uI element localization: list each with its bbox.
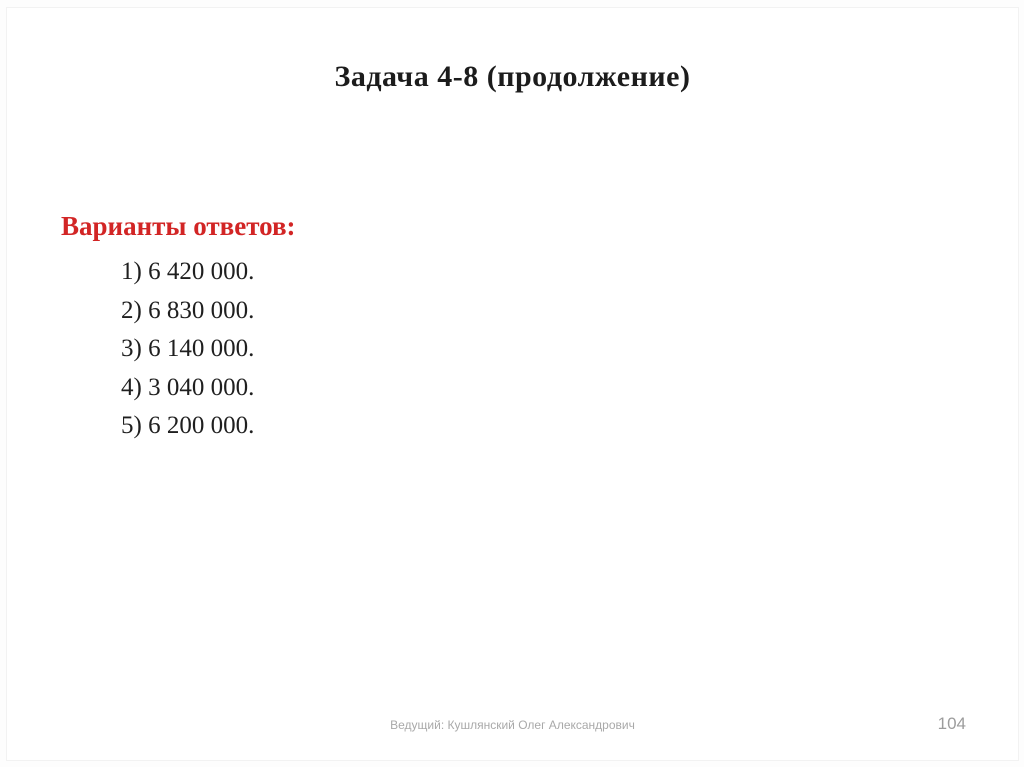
answer-option-1: 1) 6 420 000. (121, 258, 255, 285)
slide-title: Задача 4-8 (продолжение) (334, 60, 691, 93)
answers-heading: Варианты ответов: (61, 211, 296, 241)
slide-page-number: 104 (937, 714, 966, 733)
slide-footer (7, 714, 1018, 734)
presenter-credit: Ведущий: Кушлянский Олег Александрович (390, 718, 635, 732)
answers-list (121, 253, 254, 446)
answer-option-5: 5) 6 200 000. (121, 412, 255, 439)
presentation-slide (6, 7, 1019, 761)
answer-option-4: 4) 3 040 000. (121, 373, 255, 401)
answer-option-3: 3) 6 140 000. (121, 335, 255, 362)
answer-option-2: 2) 6 830 000. (121, 296, 255, 324)
